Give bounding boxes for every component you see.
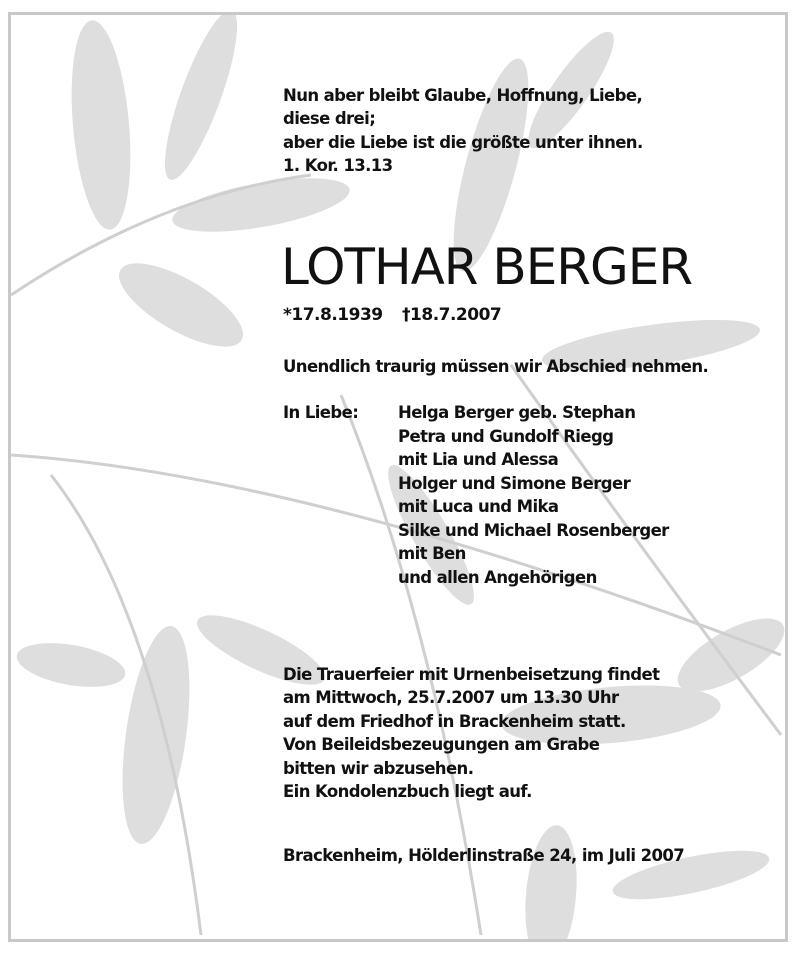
address-line: Brackenheim, Hölderlinstraße 24, im Juli 2007 <box>283 846 685 865</box>
verse-line: diese drei; <box>283 109 376 129</box>
verse-line: Nun aber bleibt Glaube, Hoffnung, Liebe, <box>283 86 643 105</box>
mourner: Silke und Michael Rosenberger <box>398 520 669 540</box>
mourner: Petra und Gundolf Riegg <box>398 426 614 446</box>
service-line: bitten wir abzusehen. <box>283 758 474 778</box>
mourner: Helga Berger geb. Stephan <box>398 403 636 422</box>
deceased-name: LOTHAR BERGER <box>281 238 693 296</box>
mourner: mit Lia und Alessa <box>398 450 559 469</box>
bible-verse <box>283 84 643 178</box>
service-line: Von Beileidsbezeugungen am Grabe <box>283 735 600 755</box>
verse-reference: 1. Kor. 13.13 <box>283 156 393 176</box>
service-line: am Mittwoch, 25.7.2007 um 13.30 Uhr <box>283 688 619 708</box>
mourner: mit Luca und Mika <box>398 497 559 516</box>
mourners-list <box>398 401 669 589</box>
life-dates <box>283 305 515 325</box>
service-line: Die Trauerfeier mit Urnenbeisetzung findet <box>283 665 660 684</box>
mourner: mit Ben <box>398 544 466 563</box>
service-line: auf dem Friedhof in Brackenheim statt. <box>283 711 626 731</box>
birth-date: *17.8.1939 <box>283 305 383 325</box>
farewell-text: Unendlich traurig müssen wir Abschied nehmen. <box>283 357 709 376</box>
death-date: †18.7.2007 <box>402 305 502 325</box>
mourners-label: In Liebe: <box>283 403 359 422</box>
verse-line: aber die Liebe ist die größte unter ihnen. <box>283 132 643 152</box>
mourner: und allen Angehörigen <box>398 567 597 587</box>
service-details <box>283 663 659 803</box>
mourner: Holger und Simone Berger <box>398 473 631 493</box>
service-line: Ein Kondolenzbuch liegt auf. <box>283 782 532 802</box>
